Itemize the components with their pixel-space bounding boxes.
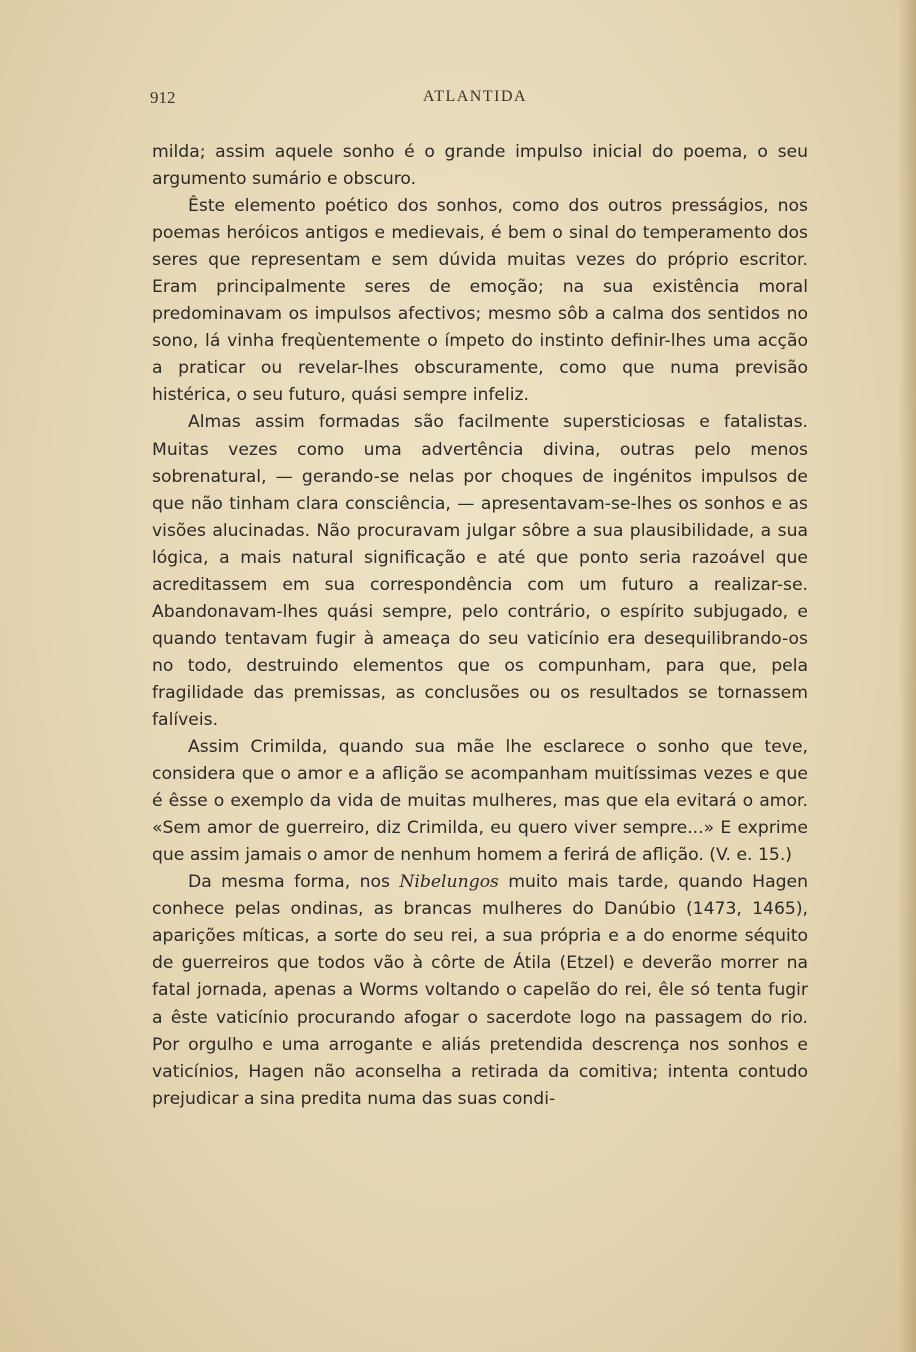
- body-text: [152, 139, 808, 1113]
- page-header: [150, 88, 810, 112]
- paragraph-4: Assim Crimilda, quando sua mãe lhe esclarece o sonho que teve, considera que o amor e a aflição se acompanham muitíssimas vezes e que é êsse o exemplo da vida de muitas mulheres, mas que ela evitará o amor. «Sem amor de guerreiro, diz Crimilda, eu quero viver sempre...» E exprime que assim jamais o amor de nenhum homem a ferirá de aflição. (V. e. 15.): [152, 737, 808, 866]
- page-edge-shadow: [898, 0, 916, 1352]
- running-title: ATLANTIDA: [422, 88, 528, 105]
- paragraph-3: Almas assim formadas são facilmente supersticiosas e fatalistas. Muitas vezes como uma advertência divina, outras pelo menos sobrenatural, — gerando-se nelas por choques de ingénitos impulsos de que não tinham clara consciência, — apresentavam-se-lhes os sonhos e as visões alucinadas. Não procuravam julgar sôbre a sua plausibilidade, a sua lógica, a mais natural significação e até que ponto seria razoável que acreditassem em sua correspondência com um futuro a realizar-se. Abandonavam-lhes quási sempre, pelo contrário, o espírito subjugado, e quando tentavam fugir à ameaça do seu vaticínio era desequilibrando-os no todo, destruindo elementos que os compunham, para que, pela fragilidade das premissas, as conclusões ou os resultados se tornassem falíveis.: [152, 412, 808, 730]
- paragraph-2: Êste elemento poético dos sonhos, como dos outros presságios, nos poemas heróicos antigos e medievais, é bem o sinal do temperamento dos seres que representam e sem dúvida muitas vezes do próprio escritor. Eram principalmente seres de emoção; na sua existência moral predominavam os impulsos afectivos; mesmo sôb a calma dos sentidos no sono, lá vinha freqùentemente o ímpeto do instinto definir-lhes uma acção a praticar ou revelar-lhes obscuramente, como que numa previsão histérica, o seu futuro, quási sempre infeliz.: [152, 196, 808, 406]
- paragraph-5-rest: muito mais tarde, quando Hagen conhece pelas ondinas, as brancas mulheres do Danúbio (1473, 1465), aparições míticas, a sorte do seu rei, a sua própria e a do enorme séquito de guerreiros que todos vão à côrte de Átila (Etzel) e deverão morrer na fatal jornada, apenas a Worms voltando o capelão do rei, êle só tenta fugir a êste vaticínio procurando afogar o sacerdote logo na passagem do rio. Por orgulho e uma arrogante e aliás pretendida descrença nos sonhos e vaticínios, Hagen não aconselha a retirada da comitiva; intenta contudo prejudicar a sina predita numa das suas condi-: [152, 872, 808, 1109]
- paragraph-1: milda; assim aquele sonho é o grande impulso inicial do poema, o seu argumento sumário e obscuro.: [152, 142, 808, 190]
- page-number: 912: [150, 88, 176, 107]
- paragraph-5: [152, 869, 808, 1112]
- italic-title-nibelungos: Nibelungos: [399, 872, 499, 893]
- paragraph-5-start: Da mesma forma, nos: [188, 872, 400, 893]
